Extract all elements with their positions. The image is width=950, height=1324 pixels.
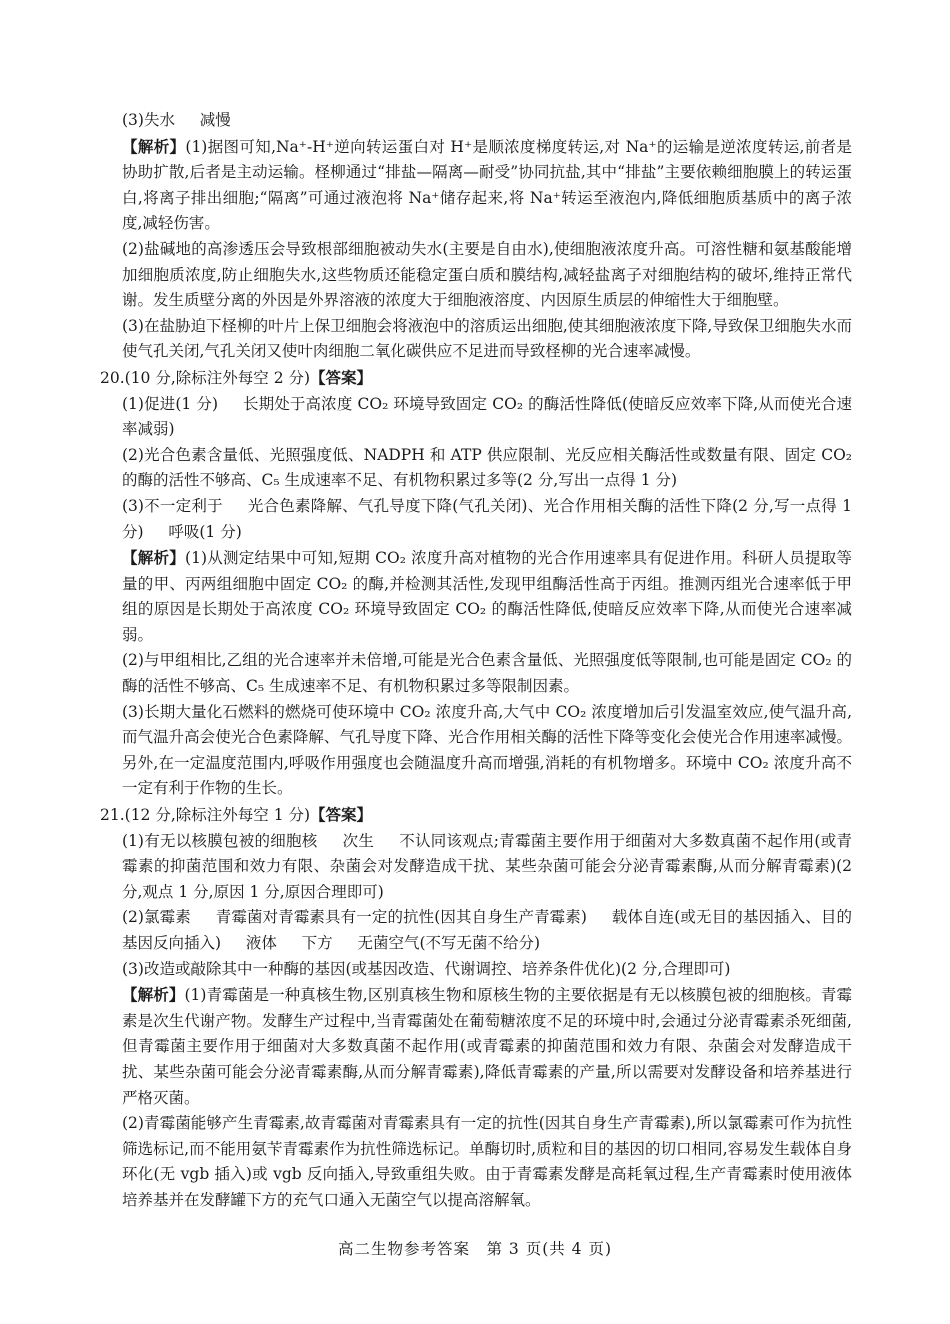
text-run: 青霉菌对青霉素具有一定的抗性(因其自身生产青霉素) xyxy=(215,908,587,927)
text-run: (1)有无以核膜包被的细胞核 xyxy=(122,831,318,850)
text-run: 21.(12 分,除标注外每空 1 分) xyxy=(100,806,311,825)
answer-paragraph xyxy=(100,957,852,983)
answer-paragraph xyxy=(100,648,852,699)
text-run: (2)盐碱地的高渗透压会导致根部细胞被动失水(主要是自由水),使细胞液浓度升高。可溶性糖和氨基酸能增加细胞质浓度,防止细胞失水,这些物质还能稳定蛋白质和膜结构,减轻盐离子对细胞结构的破坏,维持正常代谢。发生质壁分离的外因是外界溶液的浓度大于细胞液溶度、内因原生质层的伸缩性大于细胞壁。 xyxy=(122,239,852,310)
text-run: (1)青霉菌是一种真核生物,区别真核生物和原核生物的主要依据是有无以核膜包被的细胞核。青霉素是次生代谢产物。发酵生产过程中,当青霉菌处在葡萄糖浓度不足的环境中时,会通过分泌青霉素杀死细菌,但青霉菌主要作用于细菌对大多数真菌不起作用(或青霉素的抑菌范围和效力有限、杂菌会对发酵造成干扰、某些杂菌可能会分泌青霉素酶,从而分解青霉素),降低青霉素的产量,所以需要对发酵设备和培养基进行严格灭菌。 xyxy=(122,986,852,1107)
text-run: 不认同该观点;青霉菌主要作用于细菌对大多数真菌不起作用(或青霉素的抑菌范围和效力有限、杂菌会对发酵造成干扰、某些杂菌可能会分泌青霉素酶,从而分解青霉素)(2 分,观点 1 分,原因 1 分,原因合理即可) xyxy=(122,831,852,901)
answer-paragraph xyxy=(100,134,852,237)
text-run: 呼吸(1 分) xyxy=(168,522,242,541)
answer-paragraph xyxy=(100,494,852,545)
answer-paragraph xyxy=(100,443,852,494)
text-run: (1)从测定结果中可知,短期 CO₂ 浓度升高对植物的光合作用速率具有促进作用。科研人员提取等量的甲、丙两组细胞中固定 CO₂ 的酶,并检测其活性,发现甲组酶活性高于丙组。推测丙组光合速率低于甲组的原因是长期处于高浓度 CO₂ 环境导致固定 CO₂ 的酶活性降低,使暗反应效率下降,从而使光合速率减弱。 xyxy=(122,549,852,644)
question-heading xyxy=(100,802,852,829)
answer-paragraph xyxy=(100,237,852,314)
answer-text-body xyxy=(100,108,852,1214)
text-run: 无菌空气(不写无菌不给分) xyxy=(357,934,541,952)
text-run: (2)氯霉素 xyxy=(122,908,191,927)
text-run: 载体自连(或无目的基因插入、目的基因反向插入) xyxy=(122,908,852,952)
answer-paragraph xyxy=(100,700,852,802)
answer-paragraph xyxy=(100,108,852,134)
answer-paragraph xyxy=(100,545,852,648)
text-run: (3)不一定利于 xyxy=(122,496,223,515)
text-run: 减慢 xyxy=(199,111,231,129)
text-run: (1)促进(1 分) xyxy=(122,394,219,413)
text-run: (2)与甲组相比,乙组的光合速率并未倍增,可能是光合色素含量低、光照强度低等限制,也可能是固定 CO₂ 的酶的活性不够高、C₅ 生成速率不足、有机物积累过多等限制因素。 xyxy=(122,651,852,696)
text-run: (3)在盐胁迫下柽柳的叶片上保卫细胞会将液泡中的溶质运出细胞,使其细胞液浓度下降,导致保卫细胞失水而使气孔关闭,气孔关闭又使叶肉细胞二氧化碳供应不足进而导致柽柳的光合速率减慢。 xyxy=(122,316,852,361)
section-label: 【解析】 xyxy=(122,985,185,1005)
section-label: 【解析】 xyxy=(122,548,186,568)
text-run: 20.(10 分,除标注外每空 2 分) xyxy=(100,368,311,387)
answer-paragraph xyxy=(100,392,852,443)
text-run: (2)光合色素含量低、光照强度低、NADPH 和 ATP 供应限制、光反应相关酶活性或数量有限、固定 CO₂ 的酶的活性不够高、C₅ 生成速率不足、有机物积累过多等(2 分,写出一点得 1 分) xyxy=(122,445,852,490)
text-run: (3)失水 xyxy=(122,111,175,129)
answer-paragraph xyxy=(100,905,852,956)
text-run: (3)改造或敲除其中一种酶的基因(或基因改造、代谢调控、培养条件优化)(2 分,合理即可) xyxy=(122,959,731,978)
text-run: 液体 xyxy=(245,934,277,952)
text-run: 次生 xyxy=(342,831,375,850)
question-heading xyxy=(100,365,852,392)
answer-paragraph xyxy=(100,982,852,1111)
text-run: 下方 xyxy=(301,934,333,952)
section-label: 【解析】 xyxy=(122,136,186,156)
text-run: 光合色素降解、气孔导度下降(气孔关闭)、光合作用相关酶的活性下降(2 分,写一点得 1 分) xyxy=(122,496,852,541)
text-run: (3)长期大量化石燃料的燃烧可使环境中 CO₂ 浓度升高,大气中 CO₂ 浓度增加后引发温室效应,使气温升高,而气温升高会使光合色素降解、气孔导度下降、光合作用相关酶的活性下降等变化会使光合作用速率减慢。另外,在一定温度范围内,呼吸作用强度也会随温度升高而增强,消耗的有机物增多。环境中 CO₂ 浓度升高不一定有利于作物的生长。 xyxy=(122,702,852,798)
text-run: 长期处于高浓度 CO₂ 环境导致固定 CO₂ 的酶活性降低(使暗反应效率下降,从而使光合速率减弱) xyxy=(122,394,853,439)
answer-paragraph xyxy=(100,1111,852,1213)
text-run: (2)青霉菌能够产生青霉素,故青霉菌对青霉素具有一定的抗性(因其自身生产青霉素),所以氯霉素可作为抗性筛选标记,而不能用氨苄青霉素作为抗性筛选标记。单酶切时,质粒和目的基因的切口相同,容易发生载体自身环化(无 vgb 插入)或 vgb 反向插入,导致重组失败。由于青霉素发酵是高耗氧过程,生产青霉素时使用液体培养基并在发酵罐下方的充气口通入无菌空气以提高溶解氧。 xyxy=(122,1114,852,1209)
section-label: 【答案】 xyxy=(310,805,373,825)
section-label: 【答案】 xyxy=(310,367,373,387)
answer-paragraph xyxy=(100,314,852,365)
answer-paragraph xyxy=(100,829,852,906)
text-run: (1)据图可知,Na⁺-H⁺逆向转运蛋白对 H⁺是顺浓度梯度转运,对 Na⁺的运输是逆浓度转运,前者是协助扩散,后者是主动运输。柽柳通过“排盐—隔离—耐受”协同抗盐,其中“排盐”主要依赖细胞膜上的转运蛋白,将离子排出细胞;“隔离”可通过液泡将 Na⁺储存起来,将 Na⁺转运至液泡内,降低细胞质基质中的离子浓度,减轻伤害。 xyxy=(122,137,852,233)
page-footer: 高二生物参考答案 第 3 页(共 4 页) xyxy=(337,1240,613,1258)
